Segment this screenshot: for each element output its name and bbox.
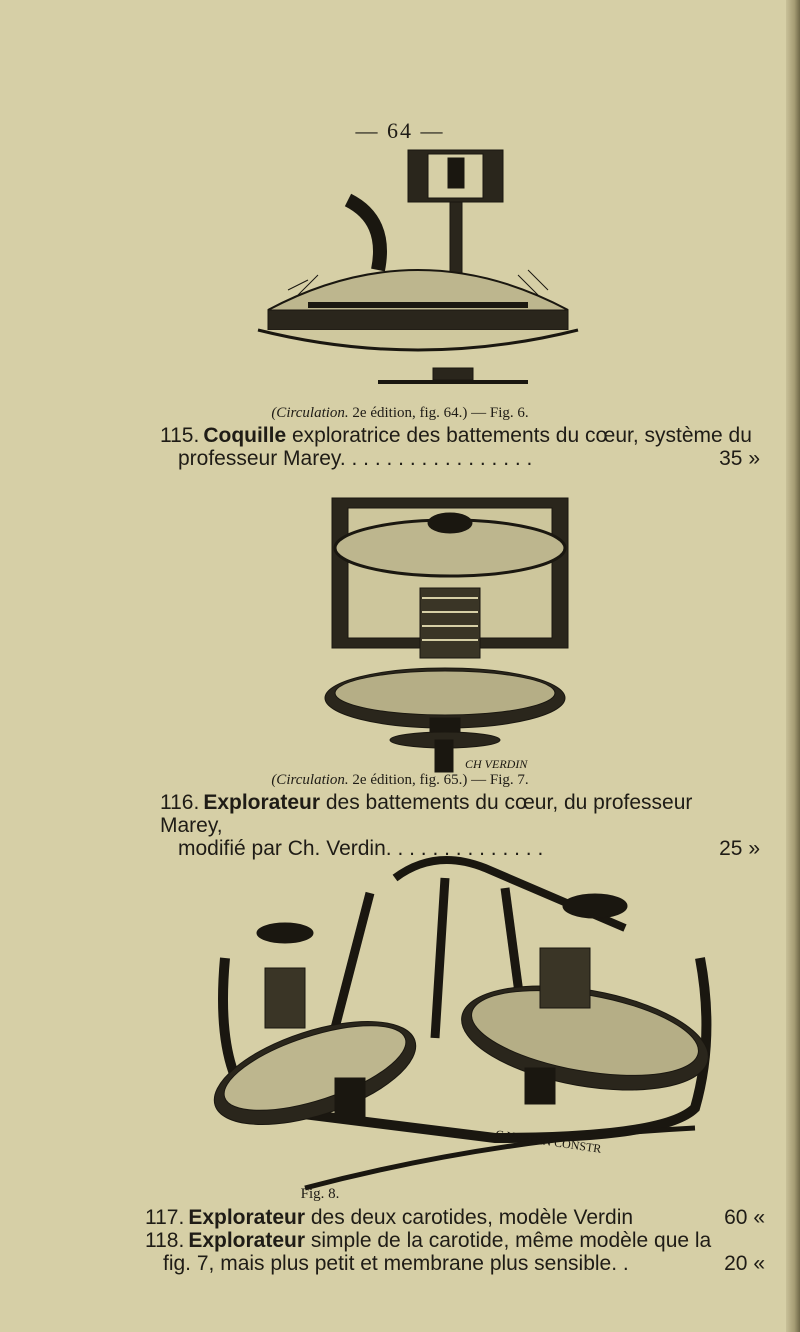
entry-number: 117. xyxy=(145,1206,185,1229)
entry-title: Coquille xyxy=(203,424,287,447)
fig6-engraving xyxy=(228,140,608,400)
entry-text: simple de la carotide, même modèle que la xyxy=(305,1229,712,1252)
entry-text-line2: fig. 7, mais plus petit et membrane plus sensible. . xyxy=(163,1252,629,1275)
entry-117 xyxy=(145,1206,765,1229)
entry-text: des deux carotides, modèle Verdin xyxy=(305,1206,634,1229)
fig8-caption xyxy=(0,1186,640,1203)
fig7-caption-sep: — xyxy=(467,772,490,788)
entry-115 xyxy=(160,424,760,470)
entry-price: 20 « xyxy=(724,1252,765,1275)
entry-title: Explorateur xyxy=(203,791,321,814)
entry-118 xyxy=(145,1229,765,1275)
fig8-maker-mark: C.VERDIN CONSTR xyxy=(494,1127,603,1156)
entry-text-line2: professeur Marey. . . . . . . . . . . . . . . . . xyxy=(178,447,533,470)
entry-number: 115. xyxy=(160,424,200,447)
entry-title: Explorateur xyxy=(188,1229,306,1252)
entry-text: des battements du cœur, du professeur Marey, xyxy=(160,791,693,837)
entry-text: exploratrice des battements du cœur, système du xyxy=(286,424,752,447)
entry-price: 60 « xyxy=(724,1206,765,1229)
page-edge xyxy=(786,0,800,1332)
fig7-engraving xyxy=(320,478,580,778)
fig6-caption-source: (Circulation. xyxy=(271,405,349,421)
entry-price: 25 » xyxy=(719,837,760,860)
fig6-caption xyxy=(0,405,800,422)
fig7-caption-source: (Circulation. xyxy=(271,772,349,788)
fig6-caption-sep: — xyxy=(467,405,490,421)
entry-text-line2: modifié par Ch. Verdin. . . . . . . . . . . . . . xyxy=(178,837,544,860)
fig6-caption-fig: Fig. 6. xyxy=(489,405,529,421)
entry-number: 116. xyxy=(160,791,200,814)
entry-price: 35 » xyxy=(719,447,760,470)
fig7-caption-edition: 2e édition, fig. 65.) xyxy=(348,772,468,788)
fig8-engraving xyxy=(195,838,745,1198)
entry-number: 118. xyxy=(145,1229,185,1252)
fig8-caption-fig: Fig. 8. xyxy=(300,1186,340,1202)
fig7-caption-fig: Fig. 7. xyxy=(489,772,529,788)
entry-title: Explorateur xyxy=(188,1206,306,1229)
fig7-caption xyxy=(0,772,800,789)
fig7-maker-mark: CH VERDIN xyxy=(465,757,528,771)
page-number: — 64 — xyxy=(355,118,445,143)
fig6-caption-edition: 2e édition, fig. 64.) xyxy=(348,405,468,421)
